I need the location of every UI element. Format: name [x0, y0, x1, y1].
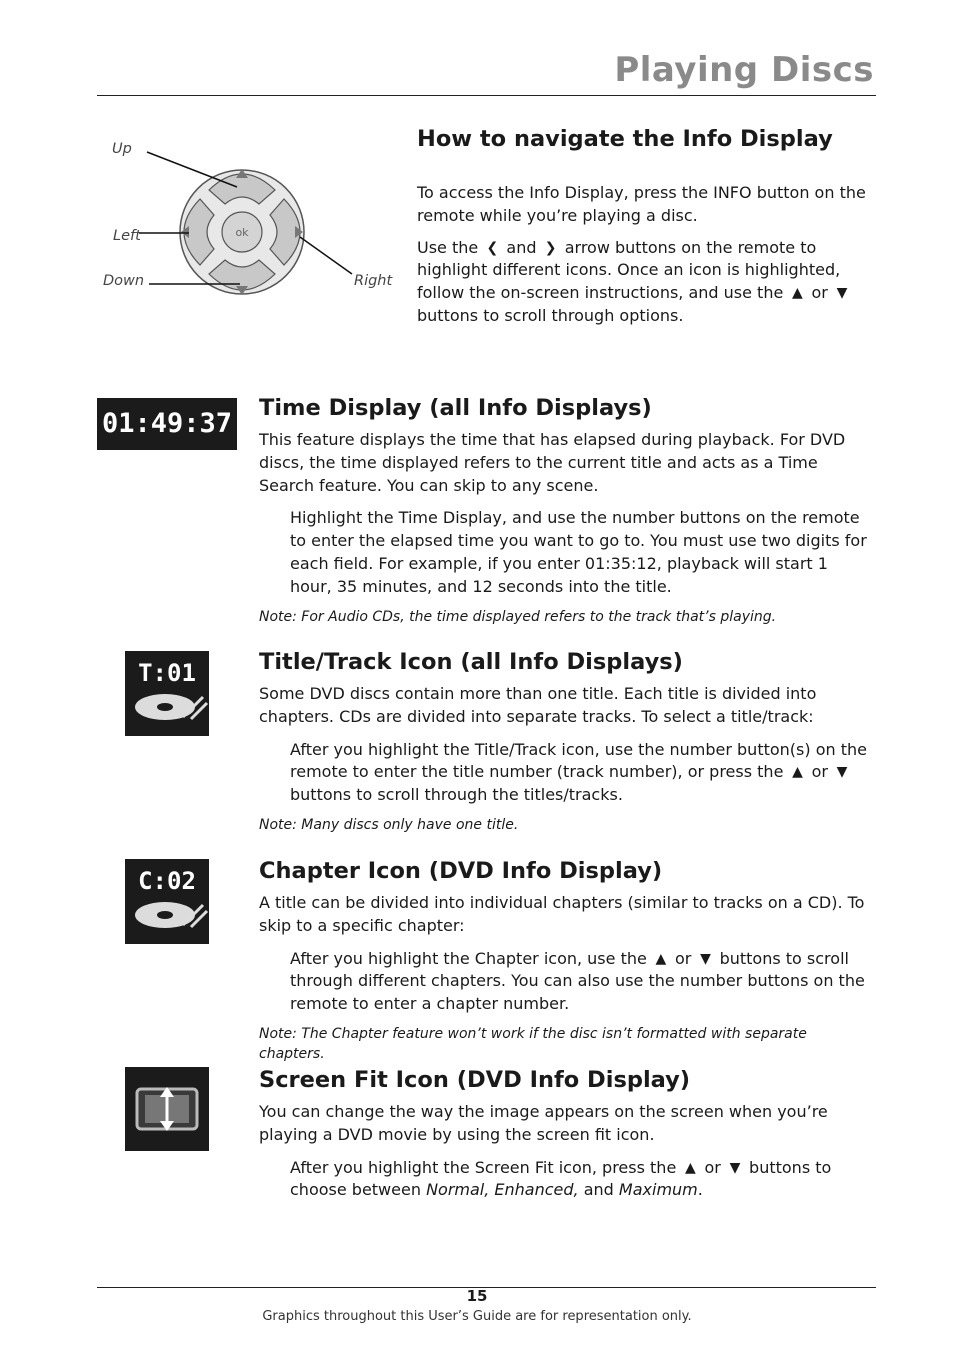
time-display-paragraph-1: This feature displays the time that has elapsed during playback. For DVD discs, the time displayed refers to the current title and acts as a Time Search feature. You can skip to any scene.	[259, 430, 846, 495]
screen-fit-thumbnail	[125, 1067, 209, 1151]
down-arrow-icon: ▼	[836, 764, 848, 781]
page-title: Playing Discs	[614, 50, 874, 90]
time-display-heading: Time Display (all Info Displays)	[259, 395, 652, 421]
text-fragment: After you highlight the Chapter icon, use the	[290, 948, 647, 968]
text-fragment: After you highlight the Title/Track icon, use the number button(s) on the remote to enter the title number (track number), or press the	[290, 739, 867, 782]
up-arrow-icon: ▲	[792, 764, 803, 781]
text-fragment: arrow buttons on the remote to highlight different icons. Once an icon is highlighted, follow the on-screen instructions, and use the	[417, 237, 841, 303]
title-track-heading: Title/Track Icon (all Info Displays)	[259, 649, 683, 675]
disc-icon	[125, 895, 209, 935]
text-fragment: buttons to scroll through the titles/tracks.	[290, 785, 623, 805]
info-nav-paragraph-1: To access the Info Display, press the INFO button on the remote while you’re playing a disc.	[417, 183, 866, 225]
down-arrow-icon: ▼	[729, 1159, 741, 1176]
down-arrow-icon: ▼	[700, 950, 711, 967]
page-number: 15	[466, 1287, 488, 1305]
right-label: Right	[354, 273, 393, 289]
title-track-thumb-text: T:01	[138, 659, 196, 687]
up-arrow-icon: ▲	[655, 950, 667, 967]
screen-fit-paragraph-2	[290, 1157, 873, 1203]
remote-nav-diagram	[97, 132, 397, 312]
chapter-thumb-text: C:02	[138, 867, 196, 895]
text-fragment: or	[675, 948, 692, 968]
up-arrow-icon: ▲	[792, 285, 803, 302]
screen-fit-heading: Screen Fit Icon (DVD Info Display)	[259, 1067, 691, 1093]
chapter-paragraph-2	[290, 948, 873, 1016]
chapter-section	[259, 858, 873, 1064]
text-fragment: or	[811, 283, 828, 303]
title-track-paragraph-1: Some DVD discs contain more than one title. Each title is divided into chapters. CDs are divided into separate tracks. To select a title/track:	[259, 684, 817, 726]
title-track-thumbnail	[125, 651, 209, 736]
info-nav-heading: How to navigate the Info Display	[417, 126, 833, 152]
text-fragment: .	[697, 1180, 703, 1200]
chapter-thumbnail	[125, 859, 209, 944]
time-display-section	[259, 395, 873, 627]
time-display-thumbnail	[97, 398, 237, 450]
info-nav-section	[417, 126, 873, 328]
title-track-paragraph-2	[290, 739, 873, 807]
chapter-heading: Chapter Icon (DVD Info Display)	[259, 858, 663, 884]
text-fragment: and	[506, 237, 537, 257]
time-display-text: 01:49:37	[101, 408, 233, 439]
down-arrow-icon: ▼	[836, 285, 848, 302]
up-arrow-icon: ▲	[685, 1159, 696, 1176]
text-fragment: Use the	[417, 237, 479, 257]
screen-fit-section	[259, 1067, 873, 1202]
chapter-note: Note: The Chapter feature won’t work if the disc isn’t formatted with separate chapters.	[259, 1025, 807, 1062]
option-normal-enhanced: Normal, Enhanced,	[426, 1180, 579, 1200]
up-label: Up	[112, 141, 132, 157]
right-arrow-icon: ❯	[544, 239, 557, 256]
time-display-note: Note: For Audio CDs, the time displayed refers to the track that’s playing.	[259, 608, 777, 625]
screen-fit-icon	[125, 1067, 209, 1151]
text-fragment: or	[811, 762, 828, 782]
disc-icon	[125, 687, 209, 727]
screen-fit-paragraph-1: You can change the way the image appears on the screen when you’re playing a DVD movie by using the screen fit icon.	[259, 1102, 828, 1144]
down-label: Down	[103, 273, 145, 289]
option-maximum: Maximum	[618, 1180, 698, 1200]
header-rule	[97, 95, 876, 96]
left-label: Left	[113, 228, 141, 244]
text-fragment: buttons to choose between	[290, 1157, 832, 1200]
time-display-paragraph-2: Highlight the Time Display, and use the number buttons on the remote to enter the elapsed time you want to go to. You must use two digits for each field. For example, if you enter 01:35:12, playback will start 1 hour, 35 minutes, and 12 seconds into the title.	[290, 508, 867, 596]
title-track-section	[259, 649, 873, 835]
left-arrow-icon: ❮	[486, 239, 499, 256]
title-track-note: Note: Many discs only have one title.	[259, 816, 519, 833]
text-fragment: and	[583, 1180, 614, 1200]
text-fragment: buttons to scroll through options.	[417, 305, 684, 325]
footer-disclaimer: Graphics throughout this User’s Guide are for representation only.	[262, 1309, 692, 1324]
info-nav-paragraph-2	[417, 237, 873, 328]
text-fragment: buttons to scroll through different chapters. You can also use the number buttons on the remote to enter a chapter number.	[290, 948, 865, 1014]
text-fragment: or	[704, 1157, 721, 1177]
chapter-paragraph-1: A title can be divided into individual chapters (similar to tracks on a CD). To skip to a specific chapter:	[259, 893, 865, 935]
ok-label: ok	[235, 226, 249, 239]
text-fragment: After you highlight the Screen Fit icon, press the	[290, 1157, 677, 1177]
